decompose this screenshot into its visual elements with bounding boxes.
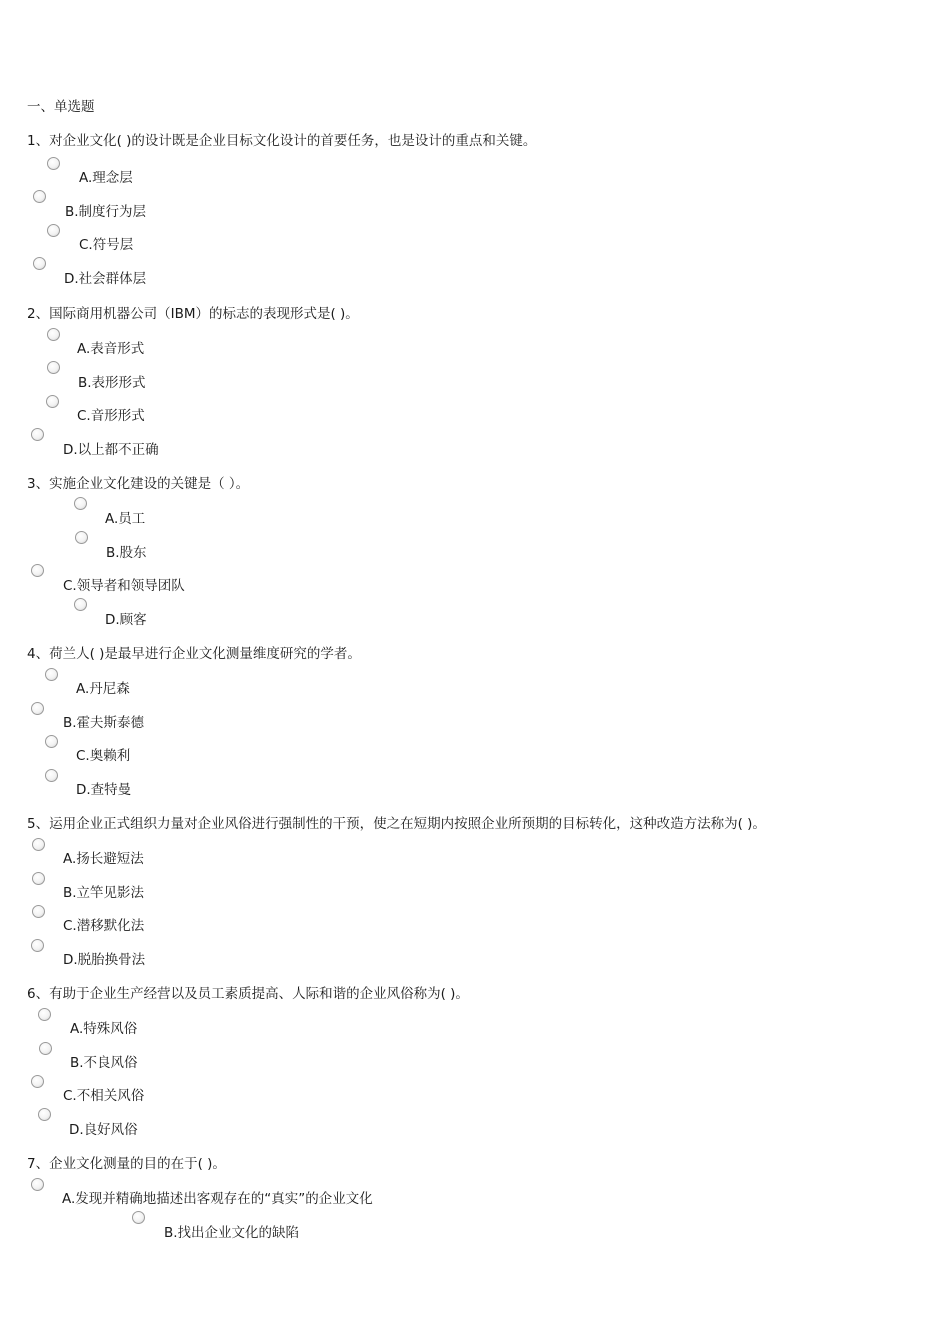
- question-3-option-b-radio[interactable]: [75, 531, 88, 544]
- question-3-option-d-radio[interactable]: [74, 598, 87, 611]
- question-7-option-b-label[interactable]: B.找出企业文化的缺陷: [164, 1225, 300, 1241]
- question-3-text: 3、实施企业文化建设的关键是（ ）。: [27, 476, 250, 492]
- question-4-text: 4、荷兰人( )是最早进行企业文化测量维度研究的学者。: [27, 646, 361, 662]
- question-5-option-b-label[interactable]: B.立竿见影法: [63, 885, 145, 901]
- question-1-option-a-label[interactable]: A.理念层: [79, 170, 133, 186]
- question-4-option-c-label[interactable]: C.奥赖利: [76, 748, 131, 764]
- question-6-option-c-label[interactable]: C.不相关风俗: [63, 1088, 145, 1104]
- question-4-option-d-label[interactable]: D.查特曼: [76, 782, 132, 798]
- question-4-option-a-label[interactable]: A.丹尼森: [76, 681, 130, 697]
- question-5-text: 5、运用企业正式组织力量对企业风俗进行强制性的干预，使之在短期内按照企业所预期的目标转化，这种改造方法称为( )。: [27, 816, 766, 832]
- question-2-text: 2、国际商用机器公司（IBM）的标志的表现形式是( )。: [27, 306, 359, 322]
- question-5-option-a-label[interactable]: A.扬长避短法: [63, 851, 144, 867]
- question-5-option-b-radio[interactable]: [32, 872, 45, 885]
- question-3-option-b-label[interactable]: B.股东: [106, 545, 147, 561]
- question-5-option-c-label[interactable]: C.潜移默化法: [63, 918, 145, 934]
- question-1-option-d-radio[interactable]: [33, 257, 46, 270]
- question-5-option-d-label[interactable]: D.脱胎换骨法: [63, 952, 146, 968]
- question-1-option-b-radio[interactable]: [33, 190, 46, 203]
- question-2-option-b-label[interactable]: B.表形形式: [78, 375, 146, 391]
- question-4-option-b-label[interactable]: B.霍夫斯泰德: [63, 715, 145, 731]
- question-4-option-b-radio[interactable]: [31, 702, 44, 715]
- question-2-option-b-radio[interactable]: [47, 361, 60, 374]
- question-4-option-a-radio[interactable]: [45, 668, 58, 681]
- question-7-option-b-radio[interactable]: [132, 1211, 145, 1224]
- question-1-option-a-radio[interactable]: [47, 157, 60, 170]
- question-3-option-d-label[interactable]: D.顾客: [105, 612, 147, 628]
- question-5-option-a-radio[interactable]: [32, 838, 45, 851]
- question-7-option-a-radio[interactable]: [31, 1178, 44, 1191]
- question-6-option-d-label[interactable]: D.良好风俗: [69, 1122, 138, 1138]
- question-1-option-d-label[interactable]: D.社会群体层: [64, 271, 147, 287]
- question-1-option-b-label[interactable]: B.制度行为层: [65, 204, 147, 220]
- question-6-option-d-radio[interactable]: [38, 1108, 51, 1121]
- question-6-option-b-label[interactable]: B.不良风俗: [70, 1055, 138, 1071]
- question-5-option-c-radio[interactable]: [32, 905, 45, 918]
- question-3-option-a-radio[interactable]: [74, 497, 87, 510]
- question-3-option-c-label[interactable]: C.领导者和领导团队: [63, 578, 185, 594]
- question-2-option-c-label[interactable]: C.音形形式: [77, 408, 145, 424]
- question-2-option-d-label[interactable]: D.以上都不正确: [63, 442, 159, 458]
- question-7-text: 7、企业文化测量的目的在于( )。: [27, 1156, 226, 1172]
- question-6-option-c-radio[interactable]: [31, 1075, 44, 1088]
- question-6-option-a-radio[interactable]: [38, 1008, 51, 1021]
- question-1-option-c-label[interactable]: C.符号层: [79, 237, 134, 253]
- question-6-option-b-radio[interactable]: [39, 1042, 52, 1055]
- question-7-option-a-label[interactable]: A.发现并精确地描述出客观存在的“真实”的企业文化: [62, 1191, 373, 1207]
- question-2-option-a-label[interactable]: A.表音形式: [77, 341, 145, 357]
- question-1-option-c-radio[interactable]: [47, 224, 60, 237]
- section-title: 一、单选题: [27, 99, 95, 115]
- question-4-option-d-radio[interactable]: [45, 769, 58, 782]
- question-2-option-c-radio[interactable]: [46, 395, 59, 408]
- question-4-option-c-radio[interactable]: [45, 735, 58, 748]
- question-2-option-a-radio[interactable]: [47, 328, 60, 341]
- question-6-option-a-label[interactable]: A.特殊风俗: [70, 1021, 138, 1037]
- question-6-text: 6、有助于企业生产经营以及员工素质提高、人际和谐的企业风俗称为( )。: [27, 986, 469, 1002]
- question-2-option-d-radio[interactable]: [31, 428, 44, 441]
- question-1-text: 1、对企业文化( )的设计既是企业目标文化设计的首要任务，也是设计的重点和关键。: [27, 133, 537, 149]
- question-3-option-c-radio[interactable]: [31, 564, 44, 577]
- question-3-option-a-label[interactable]: A.员工: [105, 511, 146, 527]
- question-5-option-d-radio[interactable]: [31, 939, 44, 952]
